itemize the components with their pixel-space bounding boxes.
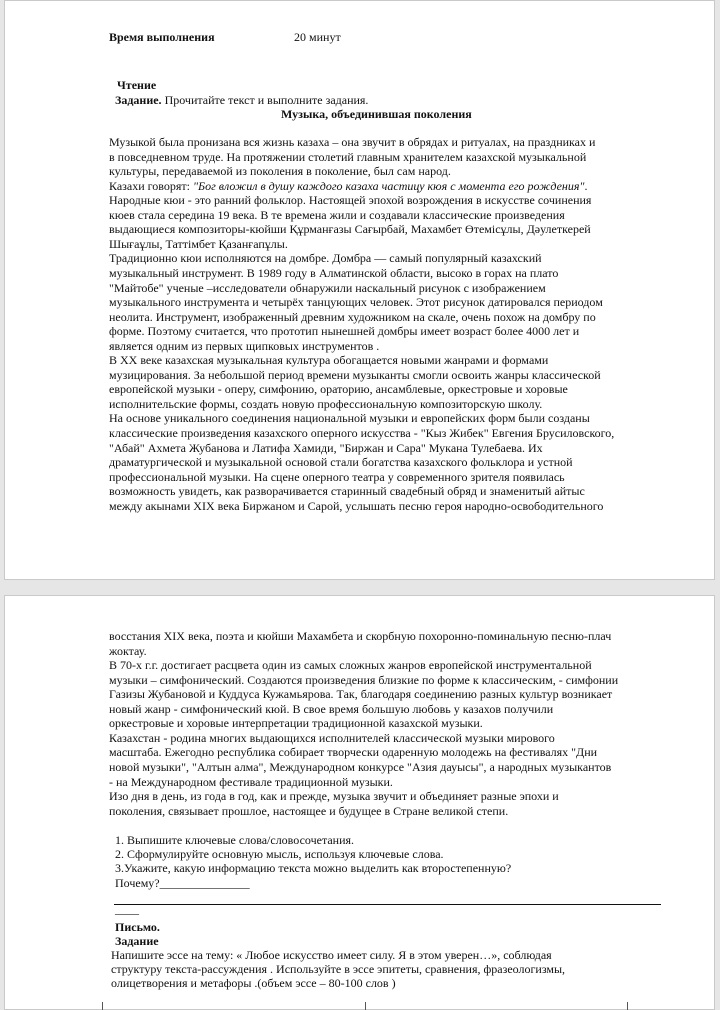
text-line: неолита. Инструмент, изображенный древним художником на скале, очень похож на домбру по: [109, 309, 596, 324]
task-1: 1. Выпишите ключевые слова/словосочетания.: [115, 833, 355, 847]
reading-heading: Чтение: [117, 78, 157, 92]
text-line: Музыкой была пронизана вся жизнь казаха – она звучит в обрядах и ритуалах, на праздниках и: [109, 135, 596, 149]
answer-line-tail: ____: [115, 902, 139, 916]
text-line: поколения, связывает прошлое, настоящее и будущее в Стране великой степи.: [109, 803, 509, 818]
text-line: оркестровые и хоровые интерпретации традиционной казахской музыки.: [109, 716, 483, 731]
text-line: исполнительские формы, создать новую профессиональную композиторскую школу.: [109, 396, 543, 411]
text-line: Народные кюи - это ранний фольклор. Настоящей эпохой возрождения в искусстве сочинения: [109, 193, 592, 208]
text-line: музыки – симфонический. Создаются произведения близкие по форме к классическим, - симфонии: [109, 672, 619, 687]
text-line: музыкальный инструмент. В 1989 году в Алматинской области, высоко в горах на плато: [109, 265, 559, 280]
text-line: "Абай" Ахмета Жубанова и Латифа Хамиди, "Биржан и Сара" Мукана Тулебаева. Их: [109, 440, 543, 455]
text-line: В XX веке казахская музыкальная культура обогащается новыми жанрами и формами: [109, 353, 549, 368]
text-line: форме. Поэтому считается, что прототип нынешней домбры имеет возраст более 4000 лет и: [109, 324, 580, 339]
text-line: классические произведения казахского оперного искусства - "Кыз Жибек" Евгения Брусиловского,: [109, 426, 615, 440]
task-3-why: Почему?_______________: [115, 876, 250, 890]
document-page-2: [4, 595, 715, 1010]
reading-task: [115, 93, 368, 108]
table-edge-mark: [102, 1002, 103, 1010]
text-line: кюев стала середина 19 века. В те времена жили и создавали классические произведения: [109, 207, 565, 222]
text-line: музыкального инструмента и четырёх танцующих человек. Этот рисунок датировался периодом: [109, 295, 603, 310]
table-edge-mark: [627, 1002, 628, 1010]
text-line: На основе уникального соединения национальной музыки и европейских форм были созданы: [109, 411, 590, 426]
text-line: между акынами XIX века Биржаном и Сарой, услышать песню героя народно-освободительного: [109, 498, 604, 513]
task-2: 2. Сформулируйте основную мысль, используя ключевые слова.: [115, 847, 444, 861]
text-line: - на Международном фестивале традиционной музыки.: [109, 774, 393, 789]
text-line: в повседневном труде. На протяжении столетий главным хранителем казахской музыкальной: [109, 149, 587, 164]
reading-task-label: Задание.: [115, 93, 162, 107]
reading-task-text: Прочитайте текст и выполните задания.: [161, 93, 369, 107]
text-line: Казахстан - родина многих выдающихся исполнителей классической музыки мирового: [109, 730, 555, 745]
text-line: профессиональной музыки. На сцене оперного театра у современного зрителя появилась: [109, 469, 565, 484]
text-line: культуры, передаваемой из поколения в поколение, был сам народ.: [109, 164, 451, 179]
text-line: жоктау.: [109, 643, 147, 658]
text-line: Традиционно кюи исполняются на домбре. Домбра — самый популярный казахский: [109, 251, 542, 266]
text-title: Музыка, объединившая поколения: [281, 107, 472, 121]
text-line: возможность увидеть, как разворачивается старинный свадебный обряд и знаменитый айтыс: [109, 484, 585, 499]
text-line: Изо дня в день, из года в год, как и прежде, музыка звучит и объединяет разные эпохи и: [109, 789, 559, 804]
time-value: 20 минут: [294, 30, 341, 44]
document-page-1: [4, 0, 715, 580]
text-line: "Майтобе" ученые –исследователи обнаружили наскальный рисунок с изображением: [109, 280, 546, 295]
text-line: выдающиеся композиторы-кюйши Құрманғазы Сағырбай, Махамбет Өтемісұлы, Дәулеткерей: [109, 222, 591, 237]
task-3: 3.Укажите, какую информацию текста можно выделить как второстепенную?: [115, 861, 512, 875]
text-line: масштаба. Ежегодно республика собирает творчески одаренную молодежь на фестивалях "Дни: [109, 745, 598, 760]
time-label: Время выполнения: [109, 30, 215, 44]
text-line: драматургической и музыкальной основой стали богатства казахского фольклора и устной: [109, 455, 573, 470]
table-edge-mark: [365, 1002, 366, 1010]
writing-line: Напишите эссе на тему: « Любое искусство имеет силу. Я в этом уверен…», соблюдая: [111, 948, 552, 962]
writing-task-label: Задание: [115, 934, 159, 948]
text-line: Газизы Жубановой и Куддуса Кужамьярова. Так, благодаря соединению разных культур возникает: [109, 687, 613, 702]
writing-line: олицетворения и метафоры .(объем эссе – 80-100 слов ): [111, 976, 396, 990]
text-line: В 70-х г.г. достигает расцвета один из самых сложных жанров европейской инструментальной: [109, 658, 592, 673]
text-line: новой музыки", "Алтын алма", Международном конкурсе "Азия дауысы", а народных музыкантов: [109, 759, 612, 774]
writing-heading: Письмо.: [115, 920, 160, 934]
writing-line: структуру текста-рассуждения . Используйте в эссе эпитеты, сравнения, фразеологизмы,: [111, 962, 566, 976]
text-line: является одним из первых щипковых инструментов .: [109, 338, 380, 353]
text-line: европейской музыки - оперу, симфонию, ораторию, ансамблевые, оркестровые и хоровые: [109, 382, 568, 397]
text-line: Шығаұлы, Таттімбет Қазанғапұлы.: [109, 236, 288, 251]
answer-line: [114, 904, 661, 905]
text-line: восстания XIX века, поэта и кюйши Махамбета и скорбную похоронно-поминальную песню-плач: [109, 629, 612, 643]
text-line: Казахи говорят: "Бог вложил в душу каждого казаха частицу кюя с момента его рождения".: [109, 178, 588, 193]
text-line: музицирования. За небольшой период времени музыканты смогли освоить жанры классической: [109, 367, 601, 382]
text-line: новый жанр - симфонический кюй. В свое время большую любовь у казахов получили: [109, 701, 554, 716]
